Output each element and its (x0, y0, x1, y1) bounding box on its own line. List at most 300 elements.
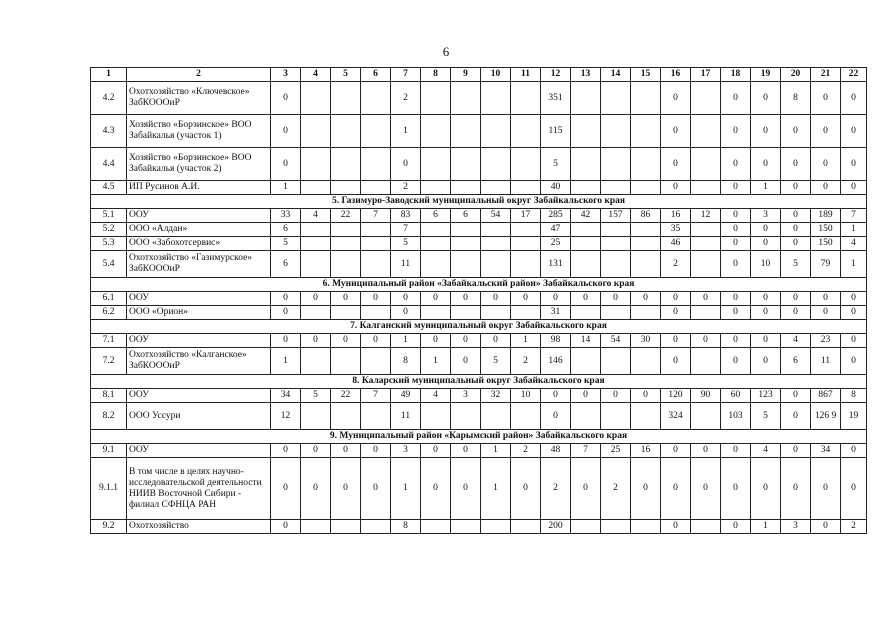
table-cell (451, 115, 481, 148)
table-cell: 0 (361, 334, 391, 348)
table-cell (481, 306, 511, 320)
organization-name: ООО «Орион» (127, 306, 271, 320)
table-cell (421, 148, 451, 181)
table-cell: 0 (781, 403, 811, 430)
table-cell (631, 403, 661, 430)
column-header: 7 (391, 68, 421, 82)
table-cell (631, 251, 661, 278)
table-cell (421, 181, 451, 195)
table-cell (511, 251, 541, 278)
table-cell (601, 348, 631, 375)
table-cell (451, 306, 481, 320)
table-cell (601, 237, 631, 251)
data-table (90, 67, 867, 534)
table-cell: 146 (541, 348, 571, 375)
table-cell: 0 (841, 306, 867, 320)
table-cell: 60 (721, 389, 751, 403)
row-number: 4.2 (91, 82, 127, 115)
table-cell: 0 (841, 82, 867, 115)
table-row (91, 389, 867, 403)
table-cell: 157 (601, 209, 631, 223)
table-cell: 0 (541, 292, 571, 306)
table-cell: 0 (721, 209, 751, 223)
table-cell: 867 (811, 389, 841, 403)
table-cell: 0 (301, 444, 331, 458)
table-cell (571, 520, 601, 534)
row-number: 7.2 (91, 348, 127, 375)
row-number: 5.4 (91, 251, 127, 278)
table-cell (481, 403, 511, 430)
table-cell (481, 115, 511, 148)
column-header: 16 (661, 68, 691, 82)
table-cell (511, 306, 541, 320)
table-cell (601, 223, 631, 237)
table-cell: 0 (721, 251, 751, 278)
table-cell (571, 82, 601, 115)
section-heading-row (91, 278, 867, 292)
table-cell (421, 115, 451, 148)
section-heading-row (91, 375, 867, 389)
organization-name: ООУ (127, 292, 271, 306)
table-cell: 0 (811, 306, 841, 320)
table-cell: 0 (691, 444, 721, 458)
table-cell: 16 (661, 209, 691, 223)
table-cell: 0 (361, 458, 391, 520)
table-cell (511, 403, 541, 430)
table-cell: 0 (721, 223, 751, 237)
table-cell (301, 148, 331, 181)
table-cell: 2 (601, 458, 631, 520)
table-cell: 11 (811, 348, 841, 375)
table-cell: 0 (811, 458, 841, 520)
table-cell: 34 (271, 389, 301, 403)
table-cell (481, 237, 511, 251)
organization-name: ООО Уссури (127, 403, 271, 430)
organization-name: В том числе в целях научно-исследовательской деятельности НИИВ Восточной Сибири - филиал СФНЦА РАН (127, 458, 271, 520)
table-row (91, 306, 867, 320)
table-cell: 14 (571, 334, 601, 348)
table-cell (421, 237, 451, 251)
organization-name: ООУ (127, 209, 271, 223)
table-row (91, 348, 867, 375)
table-cell: 3 (451, 389, 481, 403)
table-cell (631, 348, 661, 375)
table-cell: 0 (451, 334, 481, 348)
table-cell (571, 251, 601, 278)
table-cell: 2 (391, 181, 421, 195)
table-cell (691, 148, 721, 181)
column-header: 12 (541, 68, 571, 82)
table-cell: 0 (811, 115, 841, 148)
table-cell: 4 (751, 444, 781, 458)
column-header: 14 (601, 68, 631, 82)
table-cell (631, 520, 661, 534)
table-cell: 0 (571, 389, 601, 403)
table-cell (331, 348, 361, 375)
table-cell: 0 (781, 389, 811, 403)
table-cell (511, 148, 541, 181)
table-cell (481, 181, 511, 195)
table-cell: 46 (661, 237, 691, 251)
table-cell: 324 (661, 403, 691, 430)
table-cell: 8 (391, 348, 421, 375)
table-cell: 90 (691, 389, 721, 403)
table-cell: 0 (811, 148, 841, 181)
table-cell (421, 251, 451, 278)
table-cell: 49 (391, 389, 421, 403)
table-cell: 0 (721, 520, 751, 534)
table-cell: 351 (541, 82, 571, 115)
table-cell: 0 (661, 306, 691, 320)
table-cell: 23 (811, 334, 841, 348)
table-cell (691, 306, 721, 320)
table-cell (631, 223, 661, 237)
table-cell: 0 (721, 444, 751, 458)
table-cell: 0 (661, 148, 691, 181)
table-cell: 5 (541, 148, 571, 181)
table-cell (631, 82, 661, 115)
table-cell: 0 (601, 389, 631, 403)
table-cell: 0 (781, 223, 811, 237)
table-cell: 2 (511, 348, 541, 375)
table-cell: 0 (481, 292, 511, 306)
table-cell: 0 (421, 444, 451, 458)
table-cell: 0 (271, 82, 301, 115)
table-cell: 31 (541, 306, 571, 320)
table-cell: 42 (571, 209, 601, 223)
table-cell: 12 (691, 209, 721, 223)
table-cell: 0 (631, 292, 661, 306)
column-header: 17 (691, 68, 721, 82)
table-cell: 22 (331, 209, 361, 223)
table-cell: 19 (841, 403, 867, 430)
table-cell: 7 (361, 209, 391, 223)
row-number: 7.1 (91, 334, 127, 348)
table-cell: 0 (691, 292, 721, 306)
table-cell: 11 (391, 403, 421, 430)
table-cell: 5 (751, 403, 781, 430)
table-cell: 0 (781, 115, 811, 148)
table-cell: 131 (541, 251, 571, 278)
table-cell (421, 520, 451, 534)
table-cell: 10 (511, 389, 541, 403)
table-cell (451, 251, 481, 278)
organization-name: Хозяйство «Борзинское» ВОО Забайкалья (участок 2) (127, 148, 271, 181)
table-cell (451, 223, 481, 237)
organization-name: Охотхозяйство «Калганское» ЗабКОООиР (127, 348, 271, 375)
table-cell: 0 (781, 292, 811, 306)
table-cell (361, 403, 391, 430)
table-cell (511, 82, 541, 115)
table-cell: 0 (451, 458, 481, 520)
organization-name: ООО «Алдан» (127, 223, 271, 237)
table-cell (421, 223, 451, 237)
table-row (91, 115, 867, 148)
table-cell: 0 (751, 82, 781, 115)
table-cell: 4 (421, 389, 451, 403)
table-cell: 11 (391, 251, 421, 278)
table-cell: 0 (301, 458, 331, 520)
table-cell (361, 223, 391, 237)
table-cell: 25 (541, 237, 571, 251)
table-cell: 0 (811, 292, 841, 306)
column-header: 5 (331, 68, 361, 82)
table-row (91, 458, 867, 520)
table-cell: 0 (781, 181, 811, 195)
table-cell: 0 (661, 115, 691, 148)
table-cell: 1 (841, 251, 867, 278)
table-cell (331, 403, 361, 430)
table-cell: 79 (811, 251, 841, 278)
table-cell: 0 (661, 458, 691, 520)
table-cell: 0 (721, 334, 751, 348)
table-cell (361, 520, 391, 534)
column-header: 4 (301, 68, 331, 82)
table-cell: 2 (541, 458, 571, 520)
table-cell: 0 (271, 292, 301, 306)
table-cell (331, 223, 361, 237)
column-header: 20 (781, 68, 811, 82)
table-cell: 0 (631, 389, 661, 403)
table-cell (601, 306, 631, 320)
row-number: 5.1 (91, 209, 127, 223)
table-cell: 22 (331, 389, 361, 403)
row-number: 6.2 (91, 306, 127, 320)
table-cell: 1 (511, 334, 541, 348)
table-cell (691, 181, 721, 195)
table-cell: 0 (811, 181, 841, 195)
table-cell: 6 (421, 209, 451, 223)
table-cell: 120 (661, 389, 691, 403)
table-cell: 35 (661, 223, 691, 237)
table-cell: 7 (841, 209, 867, 223)
table-cell: 0 (841, 458, 867, 520)
table-row (91, 181, 867, 195)
table-cell (631, 148, 661, 181)
table-cell: 98 (541, 334, 571, 348)
table-cell: 2 (391, 82, 421, 115)
column-header: 19 (751, 68, 781, 82)
table-cell: 0 (391, 306, 421, 320)
column-header: 11 (511, 68, 541, 82)
table-cell: 0 (631, 458, 661, 520)
table-cell: 0 (331, 334, 361, 348)
table-cell: 0 (721, 458, 751, 520)
row-number: 6.1 (91, 292, 127, 306)
table-cell: 0 (721, 348, 751, 375)
table-cell: 2 (841, 520, 867, 534)
table-cell: 0 (691, 458, 721, 520)
section-title: 9. Муниципальный район «Карымский район» Забайкальского края (91, 430, 867, 444)
column-header: 21 (811, 68, 841, 82)
table-cell (451, 148, 481, 181)
table-cell: 32 (481, 389, 511, 403)
table-cell: 0 (751, 292, 781, 306)
table-cell (691, 403, 721, 430)
table-cell: 34 (811, 444, 841, 458)
row-number: 5.3 (91, 237, 127, 251)
table-cell (601, 520, 631, 534)
table-cell (691, 348, 721, 375)
table-cell: 1 (391, 334, 421, 348)
table-cell: 0 (271, 444, 301, 458)
table-cell: 115 (541, 115, 571, 148)
section-heading-row (91, 320, 867, 334)
table-cell: 0 (361, 444, 391, 458)
organization-name: ИП Русинов А.И. (127, 181, 271, 195)
table-cell: 0 (841, 181, 867, 195)
table-cell: 4 (301, 209, 331, 223)
table-cell (481, 223, 511, 237)
row-number: 4.5 (91, 181, 127, 195)
table-cell: 6 (271, 251, 301, 278)
table-cell (511, 520, 541, 534)
table-cell (571, 348, 601, 375)
table-cell: 7 (391, 223, 421, 237)
table-cell: 0 (841, 148, 867, 181)
table-cell (571, 115, 601, 148)
table-cell (301, 115, 331, 148)
table-cell: 0 (301, 292, 331, 306)
table-cell: 0 (751, 223, 781, 237)
table-cell: 0 (541, 389, 571, 403)
table-cell: 0 (841, 334, 867, 348)
table-cell: 0 (721, 115, 751, 148)
table-cell: 1 (391, 115, 421, 148)
organization-name: Охотхозяйство «Ключевское» ЗабКОООиР (127, 82, 271, 115)
table-cell (631, 237, 661, 251)
table-cell: 5 (271, 237, 301, 251)
table-cell (301, 237, 331, 251)
table-cell: 0 (841, 292, 867, 306)
table-cell (511, 223, 541, 237)
table-cell: 0 (661, 444, 691, 458)
table-cell (361, 237, 391, 251)
table-cell: 0 (841, 115, 867, 148)
table-cell: 0 (661, 181, 691, 195)
table-cell: 0 (391, 148, 421, 181)
table-cell: 8 (841, 389, 867, 403)
table-cell: 1 (271, 181, 301, 195)
table-cell (361, 348, 391, 375)
table-cell (481, 148, 511, 181)
page-number: 6 (442, 44, 450, 59)
table-cell (301, 82, 331, 115)
table-row (91, 237, 867, 251)
table-cell: 0 (781, 306, 811, 320)
table-cell (601, 251, 631, 278)
row-number: 4.4 (91, 148, 127, 181)
table-cell: 0 (361, 292, 391, 306)
table-cell: 1 (271, 348, 301, 375)
table-cell: 0 (271, 148, 301, 181)
table-body (91, 68, 867, 534)
column-header: 10 (481, 68, 511, 82)
table-cell: 4 (781, 334, 811, 348)
column-header: 8 (421, 68, 451, 82)
table-cell: 33 (271, 209, 301, 223)
table-cell: 6 (781, 348, 811, 375)
table-cell: 0 (661, 334, 691, 348)
table-cell (571, 148, 601, 181)
table-cell: 5 (481, 348, 511, 375)
table-cell (331, 251, 361, 278)
table-cell (631, 306, 661, 320)
organization-name: Хозяйство «Борзинское» ВОО Забайкалья (участок 1) (127, 115, 271, 148)
table-cell (511, 115, 541, 148)
table-cell (691, 115, 721, 148)
table-cell: 0 (751, 306, 781, 320)
table-cell: 86 (631, 209, 661, 223)
section-title: 7. Калганский муниципальный округ Забайкальского края (91, 320, 867, 334)
table-cell: 123 (751, 389, 781, 403)
table-cell: 1 (751, 520, 781, 534)
organization-name: Охотхозяйство «Газимурское» ЗабКОООиР (127, 251, 271, 278)
table-cell (361, 306, 391, 320)
table-cell: 0 (841, 348, 867, 375)
table-cell (421, 403, 451, 430)
table-cell: 285 (541, 209, 571, 223)
table-cell: 0 (571, 292, 601, 306)
table-cell: 5 (301, 389, 331, 403)
table-cell (421, 82, 451, 115)
table-cell: 103 (721, 403, 751, 430)
table-cell: 0 (811, 520, 841, 534)
row-number: 8.2 (91, 403, 127, 430)
table-cell: 0 (811, 82, 841, 115)
table-cell (571, 306, 601, 320)
table-row (91, 403, 867, 430)
table-cell (571, 223, 601, 237)
table-cell (691, 237, 721, 251)
table-cell: 0 (721, 306, 751, 320)
table-cell (691, 520, 721, 534)
table-cell: 0 (511, 458, 541, 520)
section-heading-row (91, 430, 867, 444)
table-row (91, 444, 867, 458)
table-cell (691, 223, 721, 237)
table-cell: 0 (751, 237, 781, 251)
table-cell: 1 (421, 348, 451, 375)
table-cell (421, 306, 451, 320)
column-header: 22 (841, 68, 867, 82)
table-cell: 0 (841, 444, 867, 458)
table-cell: 0 (571, 458, 601, 520)
table-cell: 0 (781, 237, 811, 251)
table-cell: 5 (391, 237, 421, 251)
table-cell: 0 (661, 292, 691, 306)
table-cell: 0 (661, 520, 691, 534)
organization-name: Охотхозяйство (127, 520, 271, 534)
table-cell: 4 (841, 237, 867, 251)
table-cell: 0 (451, 348, 481, 375)
table-cell: 0 (661, 82, 691, 115)
table-cell (451, 403, 481, 430)
section-heading-row (91, 195, 867, 209)
table-cell: 0 (331, 292, 361, 306)
table-cell: 0 (781, 458, 811, 520)
table-row (91, 334, 867, 348)
table-cell: 0 (421, 334, 451, 348)
table-cell: 0 (481, 334, 511, 348)
section-title: 6. Муниципальный район «Забайкальский район» Забайкальского края (91, 278, 867, 292)
table-cell (481, 82, 511, 115)
table-cell: 0 (271, 306, 301, 320)
table-cell (601, 82, 631, 115)
row-number: 9.1.1 (91, 458, 127, 520)
table-cell: 0 (271, 115, 301, 148)
table-cell: 150 (811, 237, 841, 251)
